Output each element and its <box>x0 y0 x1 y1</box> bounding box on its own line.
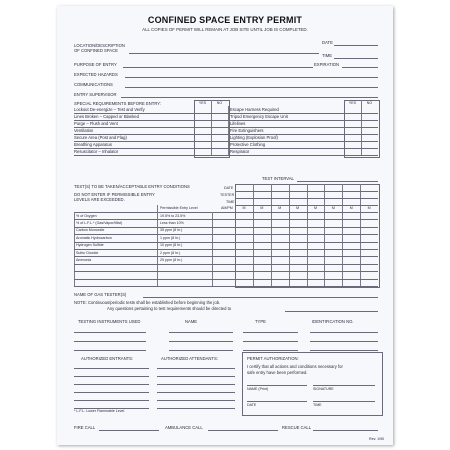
requirement-right-rule <box>228 148 378 149</box>
ambulance-call-label: AMBULANCE CALL <box>165 425 203 430</box>
tests-heading: TEST(S) TO BE TAKEN/ACCEPTABLE ENTRY CONDITIONS <box>74 184 190 189</box>
authorization-text-2: safe entry have been performed. <box>247 370 308 375</box>
form-title: CONFINED SPACE ENTRY PERMIT <box>147 15 303 25</box>
requirement-left-item: Lockout De-energize – Test and Verify <box>74 107 145 112</box>
requirement-right-item: Respirator <box>230 149 250 154</box>
entrants-heading: AUTHORIZED ENTRANTS: <box>81 356 134 361</box>
requirement-right-item: Escape Harness Required <box>230 107 279 112</box>
tests-warning: DO NOT ENTER IF PERMISSIBLE ENTRY <box>74 192 155 197</box>
test-parameter: % of L.F.L.* (Gas/Vapor/Mist) <box>76 220 123 225</box>
divider <box>228 106 229 156</box>
instrument-name-line[interactable] <box>169 350 233 351</box>
instrument-name-line[interactable] <box>169 332 233 333</box>
test-permissible-level: Less than 10% <box>160 220 184 225</box>
hazards-line[interactable] <box>125 77 378 78</box>
no-label: NO <box>216 101 223 105</box>
entrant-line[interactable] <box>74 384 149 385</box>
test-header-rule <box>235 205 378 206</box>
instruments-heading: TESTING INSTRUMENTS USED <box>78 319 141 324</box>
test-parameter: % of Oxygen <box>76 213 97 218</box>
rescue-call-label: RESCUE CALL <box>282 425 312 430</box>
entrant-line[interactable] <box>74 376 149 377</box>
auth-name-label: NAME (Print) <box>247 387 269 391</box>
requirement-left-item: Ventilation <box>74 128 94 133</box>
expiration-line[interactable] <box>342 67 378 68</box>
am-pm-marker: M <box>331 206 335 210</box>
tests-warning-2: LEVELS ARE EXCEEDED. <box>74 197 125 202</box>
time-label: TIME <box>322 53 333 58</box>
gas-tester-line[interactable] <box>143 297 378 298</box>
test-interval-label: TEST INTERVAL <box>262 176 294 181</box>
test-row-rule <box>74 227 378 228</box>
am-pm-marker: M <box>260 206 264 210</box>
identification-heading: IDENTIFICATION NO. <box>312 319 354 324</box>
auth-signature-line[interactable] <box>313 385 375 386</box>
communications-label: COMMUNICATIONS <box>74 82 113 87</box>
expiration-label: EXPIRATION <box>314 62 340 67</box>
am-pm-marker: M <box>296 206 300 210</box>
am-pm-marker: M <box>367 206 371 210</box>
supervisor-line[interactable] <box>121 97 378 98</box>
attendant-line[interactable] <box>157 400 235 401</box>
instrument-type-line[interactable] <box>243 350 298 351</box>
directed-to-line[interactable] <box>285 311 378 312</box>
auth-time-label: TIME <box>313 403 322 407</box>
attendants-heading: AUTHORIZED ATTENDANTS: <box>161 356 218 361</box>
yes-label: YES <box>198 101 207 105</box>
requirement-left-rule <box>74 155 228 156</box>
requirement-right-item: Fire Extinguishers <box>230 128 264 133</box>
test-parameter: Ammonia <box>76 257 92 262</box>
attendant-line[interactable] <box>157 392 235 393</box>
location-label: LOCATION/DESCRIPTION <box>74 43 125 48</box>
gas-tester-label: NAME OF GAS TESTER(S) <box>74 292 127 297</box>
type-heading: TYPE <box>255 319 266 324</box>
instrument-id-line[interactable] <box>310 341 378 342</box>
time-line[interactable] <box>334 58 378 59</box>
fire-call-line[interactable] <box>99 430 159 431</box>
requirement-left-item: Lines Broken – Capped or Blanked <box>74 114 139 119</box>
attendant-line[interactable] <box>157 376 235 377</box>
auth-signature-label: SIGNATURE <box>313 387 334 391</box>
communications-line[interactable] <box>125 87 378 88</box>
form-code: Rev. 1/90 <box>369 437 385 441</box>
footnote: * L.F.L. Lower Flammable Level <box>74 409 125 413</box>
auth-date-line[interactable] <box>247 401 307 402</box>
test-parameter: Aromatic Hydrocarbon <box>76 235 112 240</box>
instrument-name-line[interactable] <box>169 341 233 342</box>
test-permissible-level: 19.5% to 23.5% <box>160 213 186 218</box>
test-row-rule <box>74 234 378 235</box>
name-heading: NAME <box>185 319 198 324</box>
am-pm-marker: M <box>349 206 353 210</box>
location-line[interactable] <box>129 53 319 54</box>
test-row-rule <box>74 264 378 265</box>
test-grid-box <box>235 184 380 288</box>
note-line-2: Any questions pertaining to test requirements should be directed to <box>107 306 232 311</box>
rescue-call-line[interactable] <box>313 430 378 431</box>
requirement-left-item: Resuscitator – Inhalator <box>74 149 119 154</box>
test-permissible-level: 25 ppm (8 hr.) <box>160 257 183 262</box>
auth-name-line[interactable] <box>247 385 307 386</box>
authorization-text-1: I certify that all actions and conditions necessary for <box>247 364 343 369</box>
supervisor-label: ENTRY SUPERVISOR <box>74 92 117 97</box>
instrument-type-line[interactable] <box>243 332 298 333</box>
permissible-label: Permissible Entry Level <box>160 206 198 210</box>
requirement-left-item: Breathing Apparatus <box>74 142 112 147</box>
permit-form <box>57 6 393 445</box>
purpose-line[interactable] <box>123 67 313 68</box>
date-label: DATE <box>322 40 333 45</box>
instrument-id-line[interactable] <box>310 350 378 351</box>
yes-label: YES <box>348 101 357 105</box>
auth-date-label: DATE <box>247 403 257 407</box>
attendant-line[interactable] <box>157 368 235 369</box>
test-parameter: Hydrogen Sulfide <box>76 243 104 248</box>
note-line-1: NOTE: Continuous/periodic tests shall be established before beginning the job. <box>74 300 221 305</box>
test-permissible-level: 1 ppm (8 hr.) <box>160 235 181 240</box>
auth-time-line[interactable] <box>313 401 375 402</box>
requirement-right-item: Lighting (Explosion Proof) <box>230 135 278 140</box>
ambulance-call-line[interactable] <box>208 430 278 431</box>
test-name-divider <box>157 205 158 286</box>
no-label: NO <box>366 101 373 105</box>
requirement-right-item: Tripod Emergency Escape Unit <box>230 114 288 119</box>
entrant-line[interactable] <box>74 392 149 393</box>
entrant-line[interactable] <box>74 400 149 401</box>
instrument-id-line[interactable] <box>310 332 378 333</box>
requirements-heading: SPECIAL REQUIREMENTS BEFORE ENTRY: <box>74 101 162 106</box>
entrant-line[interactable] <box>74 368 149 369</box>
requirement-left-rule <box>74 127 228 128</box>
test-row-rule <box>74 286 378 287</box>
test-header-rule <box>74 212 235 213</box>
attendant-line[interactable] <box>157 408 235 409</box>
am-pm-marker: M <box>313 206 317 210</box>
requirement-left-item: Purge – Flush and Vent <box>74 121 118 126</box>
test-row-rule <box>74 256 378 257</box>
authorization-heading: PERMIT AUTHORIZATION: <box>247 356 299 361</box>
test-interval-line <box>297 181 378 182</box>
am-pm-marker: M <box>278 206 282 210</box>
date-row-label: DATE <box>224 186 234 190</box>
form-subtitle: ALL COPIES OF PERMIT WILL REMAIN AT JOB SITE UNTIL JOB IS COMPLETED. <box>142 27 308 32</box>
test-row-rule <box>74 242 378 243</box>
instrument-line[interactable] <box>74 350 146 351</box>
test-row-rule <box>74 249 378 250</box>
ampm-row-label: AM/PM <box>221 206 233 210</box>
test-parameter: Sulfur Dioxide <box>76 250 99 255</box>
test-permissible-level: 2 ppm (8 hr.) <box>160 250 181 255</box>
hazards-label: EXPECTED HAZARDS <box>74 72 118 77</box>
test-permissible-level: 10 ppm (8 hr.) <box>160 243 183 248</box>
requirement-right-item: Lifelines <box>230 121 246 126</box>
time-row-label: TIME <box>226 200 235 204</box>
test-header-rule <box>235 198 378 199</box>
test-parameter: Carbon Monoxide <box>76 228 105 233</box>
requirement-right-rule <box>228 155 378 156</box>
confined-space-label: OF CONFINED SPACE <box>74 48 118 53</box>
requirement-right-rule <box>228 120 378 121</box>
date-line[interactable] <box>334 45 378 46</box>
requirement-right-item: Protective Clothing <box>230 142 266 147</box>
test-row-rule <box>74 271 378 272</box>
fire-call-label: FIRE CALL <box>74 425 96 430</box>
requirements-right-yn-box <box>344 100 380 158</box>
instrument-type-line[interactable] <box>243 341 298 342</box>
purpose-label: PURPOSE OF ENTRY <box>74 62 117 67</box>
tester-row-label: TESTER <box>220 193 235 197</box>
requirement-left-item: Secure Area (Post and Flag) <box>74 135 127 140</box>
attendant-line[interactable] <box>157 384 235 385</box>
test-permissible-level: 35 ppm (8 hr.) <box>160 228 183 233</box>
am-pm-marker: M <box>242 206 246 210</box>
test-row-rule <box>74 279 378 280</box>
test-header-rule <box>235 191 378 192</box>
instrument-line[interactable] <box>74 341 146 342</box>
requirements-left-yn-box <box>194 100 230 158</box>
instrument-line[interactable] <box>74 332 146 333</box>
test-header-rule <box>235 212 378 213</box>
